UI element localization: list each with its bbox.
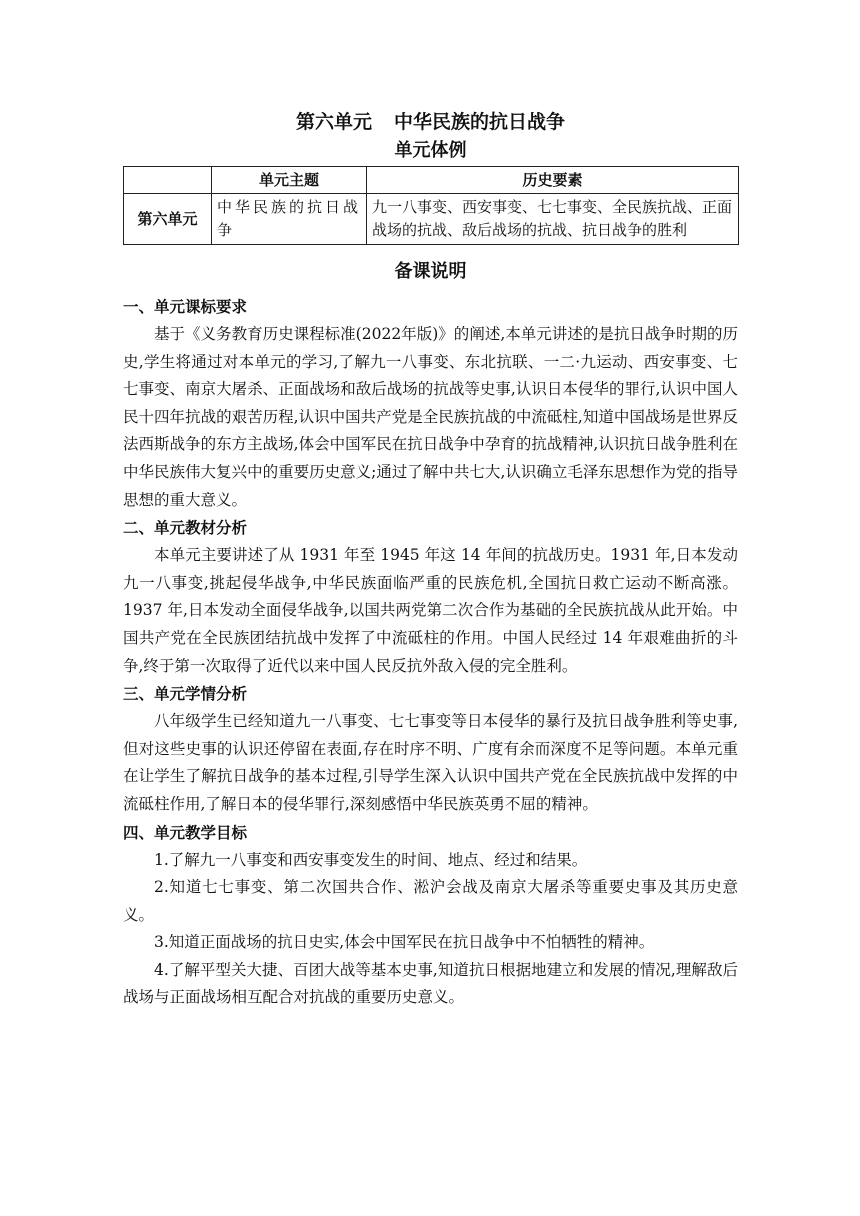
document-content (123, 108, 738, 1012)
table-cell-unit: 第六单元 (124, 194, 212, 245)
unit-title-name: 中华民族的抗日战争 (394, 111, 566, 133)
table-row (124, 194, 739, 245)
table-header-elements: 历史要素 (367, 167, 739, 194)
section-text-learners: 八年级学生已经知道九一八事变、七七事变等日本侵华的暴行及抗日战争胜利等史事,但对这些史事的认识还停留在表面,存在时序不明、广度有余而深度不足等问题。本单元重在让学生了解抗日战争的基本过程,引导学生深入认识中国共产党在全民族抗战中发挥的中流砥柱作用,了解日本的侵华罪行,深刻感悟中华民族英勇不屈的精神。 (123, 712, 738, 813)
unit-title (123, 108, 738, 136)
table-header-row (124, 167, 739, 194)
table-cell-theme: 中华民族的抗日战争 (212, 194, 367, 245)
section-heading-goals: 四、单元教学目标 (123, 823, 248, 842)
section-heading-standards: 一、单元课标要求 (123, 298, 248, 316)
goal-item: 3.知道正面战场的抗日史实,体会中国军民在抗日战争中不怕牺牲的精神。 (154, 933, 655, 952)
section-text-standards: 基于《义务教育历史课程标准(2022年版)》的阐述,本单元讲述的是抗日战争时期的历史,学生将通过对本单元的学习,了解九一八事变、东北抗联、一二·九运动、西安事变、七七事变、南京大屠杀、正面战场和敌后战场的抗战等史事,认识日本侵华的罪行,认识中国人民十四年抗战的艰苦历程,认识中国共产党是全民族抗战的中流砥柱,知道中国战场是世界反法西斯战争的东方主战场,体会中国军民在抗日战争中孕育的抗战精神,认识抗日战争胜利在中华民族伟大复兴中的重要历史意义;通过了解中共七大,认识确立毛泽东思想作为党的指导思想的重大意义。 (123, 325, 738, 509)
goal-item: 1.了解九一八事变和西安事变发生的时间、地点、经过和结果。 (154, 850, 588, 869)
table-header-theme: 单元主题 (212, 167, 367, 194)
section-heading-textbook: 二、单元教材分析 (123, 519, 248, 538)
unit-title-number: 第六单元 (295, 111, 372, 133)
unit-structure-table (123, 166, 739, 245)
table-heading: 单元体例 (394, 140, 467, 161)
section-text-textbook: 本单元主要讲述了从 1931 年至 1945 年这 14 年间的抗战历史。1931 年,日本发动九一八事变,挑起侵华战争,中华民族面临严重的民族危机,全国抗日救亡运动不断高涨。1937 年,日本发动全面侵华战争,以国共两党第二次合作为基础的全民族抗战从此开始。中国共产党在全民族团结抗战中发挥了中流砥柱的作用。中国人民经过 14 年艰难曲折的斗争,终于第一次取得了近代以来中国人民反抗外敌入侵的完全胜利。 (123, 546, 738, 675)
section-heading-learners: 三、单元学情分析 (123, 685, 248, 704)
table-header-blank (124, 167, 212, 194)
table-cell-elements: 九一八事变、西安事变、七七事变、全民族抗战、正面战场的抗战、敌后战场的抗战、抗日战争的胜利 (367, 194, 739, 245)
prep-heading: 备课说明 (394, 261, 467, 282)
goal-item: 2.知道七七事变、第二次国共合作、淞沪会战及南京大屠杀等重要史事及其历史意义。 (123, 878, 738, 924)
goal-item: 4.了解平型关大捷、百团大战等基本史事,知道抗日根据地建立和发展的情况,理解敌后战场与正面战场相互配合对抗战的重要历史意义。 (123, 960, 738, 1007)
